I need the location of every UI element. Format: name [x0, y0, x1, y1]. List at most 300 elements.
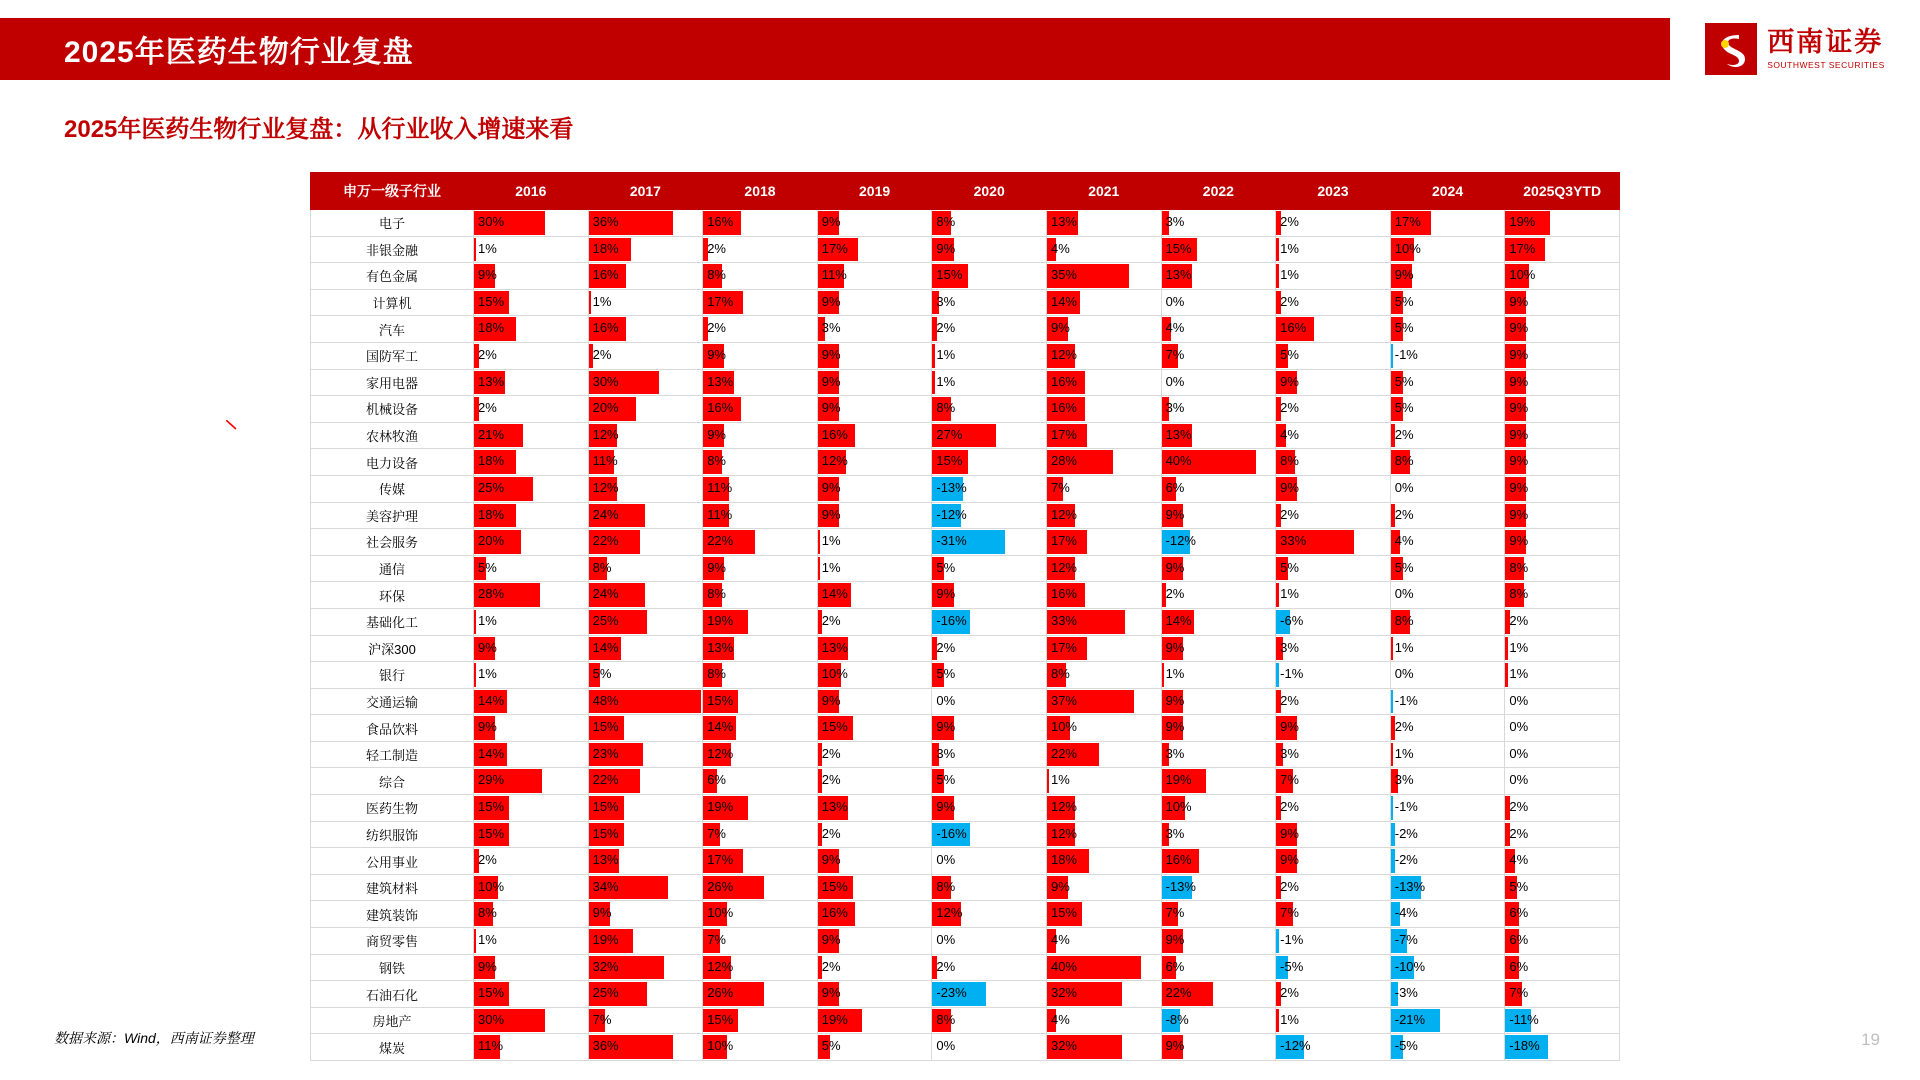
value-label: 0%	[1394, 586, 1414, 602]
value-label: 2%	[1280, 400, 1299, 416]
value-label: 15%	[478, 293, 505, 309]
data-cell	[817, 369, 932, 396]
value-label: -21%	[1394, 1011, 1426, 1027]
data-cell	[1276, 608, 1391, 635]
value-bar	[1391, 743, 1393, 767]
data-cell	[703, 529, 818, 556]
value-label: 15%	[707, 1011, 734, 1027]
data-cell	[1390, 396, 1505, 423]
data-cell	[1276, 635, 1391, 662]
value-label: 0%	[1394, 666, 1414, 682]
value-label: 3%	[1165, 825, 1185, 841]
value-label: 1%	[1509, 666, 1529, 682]
data-cell	[1505, 555, 1620, 582]
value-label: 13%	[592, 852, 619, 868]
data-cell	[1161, 741, 1276, 768]
data-cell	[1276, 396, 1391, 423]
source-note: 数据来源：Wind，西南证券整理	[54, 1030, 254, 1046]
table-row	[311, 369, 1620, 396]
value-label: -1%	[1280, 932, 1304, 948]
value-label: -13%	[1165, 878, 1196, 894]
row-label: 非银金融	[311, 236, 474, 263]
value-label: 12%	[592, 479, 619, 495]
logo-text-en: SOUTHWEST SECURITIES	[1767, 59, 1885, 70]
data-cell	[1161, 582, 1276, 609]
value-label: 9%	[821, 692, 841, 708]
data-cell	[1505, 848, 1620, 875]
data-cell	[1046, 289, 1161, 316]
value-label: 16%	[1050, 373, 1077, 389]
value-label: 9%	[707, 559, 726, 575]
table-row	[311, 821, 1620, 848]
data-cell	[703, 1034, 818, 1061]
data-cell	[932, 369, 1047, 396]
data-cell	[1276, 848, 1391, 875]
data-cell	[588, 874, 703, 901]
data-cell	[817, 954, 932, 981]
data-cell	[932, 529, 1047, 556]
value-label: 26%	[707, 878, 734, 894]
value-label: 14%	[592, 639, 619, 655]
data-cell	[932, 688, 1047, 715]
column-header-3: 2018	[703, 173, 818, 210]
value-label: 1%	[1050, 772, 1070, 788]
value-label: 9%	[1050, 878, 1070, 894]
data-cell	[1390, 901, 1505, 928]
value-label: 17%	[1394, 214, 1421, 229]
data-cell	[1161, 529, 1276, 556]
data-cell	[1390, 928, 1505, 955]
value-label: 13%	[821, 799, 848, 815]
value-label: 18%	[478, 506, 505, 522]
table-row	[311, 236, 1620, 263]
value-label: 0%	[936, 1038, 956, 1054]
row-label: 国防军工	[311, 342, 474, 369]
value-bar	[1276, 264, 1278, 288]
value-label: 9%	[1280, 373, 1299, 389]
data-cell	[474, 449, 589, 476]
value-label: 9%	[821, 479, 841, 495]
data-cell	[703, 928, 818, 955]
table-row	[311, 741, 1620, 768]
row-label: 电力设备	[311, 449, 474, 476]
data-cell	[474, 396, 589, 423]
value-label: -5%	[1280, 958, 1304, 974]
value-label: 2%	[936, 320, 956, 336]
value-label: 34%	[592, 878, 619, 894]
value-label: 25%	[478, 479, 505, 495]
table-row	[311, 928, 1620, 955]
company-logo	[1670, 0, 1920, 98]
data-cell	[817, 821, 932, 848]
data-cell	[474, 635, 589, 662]
value-label: 5%	[1394, 400, 1414, 416]
data-cell	[474, 289, 589, 316]
value-label: 1%	[1394, 745, 1414, 761]
page-number: 19	[1861, 1030, 1880, 1049]
data-cell	[1390, 422, 1505, 449]
data-cell	[817, 635, 932, 662]
data-cell	[1046, 555, 1161, 582]
value-label: 36%	[592, 214, 619, 229]
row-label: 商贸零售	[311, 928, 474, 955]
value-label: 9%	[936, 799, 956, 815]
data-cell	[1390, 981, 1505, 1008]
data-cell	[588, 342, 703, 369]
value-bar	[1276, 238, 1278, 262]
value-label: 2%	[1280, 214, 1299, 229]
value-label: 16%	[592, 320, 619, 336]
value-label: 9%	[1509, 479, 1529, 495]
data-cell	[1276, 422, 1391, 449]
value-label: 1%	[1280, 1011, 1299, 1027]
value-label: 13%	[1165, 267, 1192, 283]
value-label: 17%	[821, 240, 848, 256]
data-cell	[1046, 954, 1161, 981]
data-cell	[1276, 555, 1391, 582]
value-label: -1%	[1280, 666, 1304, 682]
value-label: 3%	[1280, 639, 1299, 655]
value-label: 10%	[821, 666, 848, 682]
row-label: 房地产	[311, 1007, 474, 1034]
value-label: 16%	[592, 267, 619, 283]
data-cell	[588, 848, 703, 875]
data-cell	[588, 768, 703, 795]
value-bar	[1391, 344, 1393, 368]
data-cell	[817, 263, 932, 290]
data-cell	[703, 715, 818, 742]
data-cell	[474, 954, 589, 981]
value-label: 6%	[1165, 479, 1185, 495]
value-label: 9%	[821, 506, 841, 522]
value-label: 1%	[478, 240, 497, 256]
data-cell	[1046, 316, 1161, 343]
value-label: -13%	[936, 479, 967, 495]
value-label: 0%	[1509, 772, 1529, 788]
value-label: 2%	[821, 825, 841, 841]
data-cell	[932, 1007, 1047, 1034]
value-bar	[474, 610, 476, 634]
value-label: 28%	[1050, 453, 1077, 469]
data-cell	[703, 449, 818, 476]
data-cell	[474, 210, 589, 237]
data-cell	[588, 1034, 703, 1061]
data-cell	[1276, 475, 1391, 502]
data-cell	[1161, 874, 1276, 901]
value-label: 1%	[592, 293, 612, 309]
data-cell	[1161, 396, 1276, 423]
data-cell	[1276, 821, 1391, 848]
data-cell	[703, 901, 818, 928]
value-label: 12%	[707, 958, 734, 974]
value-label: 6%	[1509, 932, 1529, 948]
value-label: -7%	[1394, 932, 1418, 948]
value-label: 16%	[707, 214, 734, 229]
data-cell	[1390, 608, 1505, 635]
data-cell	[1046, 821, 1161, 848]
value-label: 12%	[707, 745, 734, 761]
data-cell	[1161, 715, 1276, 742]
data-cell	[588, 901, 703, 928]
data-cell	[932, 981, 1047, 1008]
value-label: 9%	[1280, 825, 1299, 841]
value-label: 0%	[1509, 745, 1529, 761]
data-cell	[1390, 555, 1505, 582]
value-label: 9%	[936, 240, 956, 256]
data-cell	[932, 874, 1047, 901]
data-cell	[1046, 1007, 1161, 1034]
data-cell	[474, 662, 589, 689]
value-label: 5%	[592, 666, 612, 682]
data-cell	[1390, 475, 1505, 502]
value-label: 2%	[707, 320, 726, 336]
value-label: 3%	[1165, 745, 1185, 761]
value-label: 17%	[1050, 639, 1077, 655]
value-label: 9%	[1280, 852, 1299, 868]
row-label: 计算机	[311, 289, 474, 316]
value-label: 17%	[1050, 426, 1077, 442]
data-cell	[1046, 236, 1161, 263]
data-cell	[1390, 874, 1505, 901]
value-label: 9%	[821, 346, 841, 362]
data-cell	[1161, 1007, 1276, 1034]
value-label: 7%	[1165, 346, 1185, 362]
data-cell	[474, 263, 589, 290]
data-cell	[1505, 608, 1620, 635]
data-cell	[1276, 582, 1391, 609]
value-label: 9%	[1165, 639, 1185, 655]
data-cell	[588, 582, 703, 609]
data-cell	[1505, 715, 1620, 742]
data-cell	[474, 741, 589, 768]
value-label: 9%	[478, 639, 497, 655]
value-label: 2%	[1394, 719, 1414, 735]
value-label: 7%	[1280, 905, 1299, 921]
table-row	[311, 475, 1620, 502]
value-label: 14%	[821, 586, 848, 602]
row-label: 环保	[311, 582, 474, 609]
value-label: -1%	[1394, 692, 1418, 708]
data-cell	[703, 316, 818, 343]
column-header-6: 2021	[1046, 173, 1161, 210]
value-label: -10%	[1394, 958, 1426, 974]
value-label: 7%	[1165, 905, 1185, 921]
value-label: 1%	[1280, 267, 1299, 283]
value-label: 35%	[1050, 267, 1077, 283]
value-label: 1%	[821, 533, 841, 549]
table-row	[311, 316, 1620, 343]
data-cell	[1390, 369, 1505, 396]
data-cell	[1046, 369, 1161, 396]
value-label: 1%	[936, 346, 956, 362]
data-cell	[474, 369, 589, 396]
value-label: 15%	[592, 825, 619, 841]
value-label: 9%	[1280, 719, 1299, 735]
data-cell	[703, 369, 818, 396]
value-label: 12%	[1050, 346, 1077, 362]
table-row	[311, 582, 1620, 609]
value-label: 3%	[821, 320, 841, 336]
page-title: 2025年医药生物行业复盘	[64, 36, 414, 69]
data-cell	[703, 662, 818, 689]
table-row	[311, 715, 1620, 742]
data-cell	[1276, 342, 1391, 369]
data-cell	[588, 502, 703, 529]
data-cell	[1161, 795, 1276, 822]
row-label: 电子	[311, 210, 474, 237]
data-cell	[1505, 874, 1620, 901]
value-label: 9%	[821, 293, 841, 309]
value-label: 5%	[1280, 346, 1299, 362]
table-row	[311, 901, 1620, 928]
data-cell	[1046, 210, 1161, 237]
value-label: 32%	[592, 958, 619, 974]
data-cell	[1505, 1034, 1620, 1061]
value-label: 18%	[478, 320, 505, 336]
value-bar	[1276, 663, 1278, 687]
value-label: -3%	[1394, 985, 1418, 1001]
data-cell	[703, 422, 818, 449]
value-label: 4%	[1050, 932, 1070, 948]
value-label: 1%	[1280, 586, 1299, 602]
value-label: 26%	[707, 985, 734, 1001]
data-cell	[1276, 954, 1391, 981]
data-cell	[932, 848, 1047, 875]
column-header-2: 2017	[588, 173, 703, 210]
value-bar	[474, 238, 476, 262]
data-cell	[1046, 502, 1161, 529]
value-label: 8%	[936, 1011, 956, 1027]
value-label: 14%	[478, 745, 505, 761]
data-cell	[1505, 582, 1620, 609]
table-row	[311, 502, 1620, 529]
value-label: 11%	[478, 1038, 504, 1054]
value-label: 17%	[707, 293, 734, 309]
value-label: 6%	[1509, 905, 1529, 921]
data-cell	[1161, 475, 1276, 502]
data-cell	[474, 981, 589, 1008]
data-cell	[1390, 342, 1505, 369]
value-label: -12%	[936, 506, 967, 522]
value-label: 22%	[707, 533, 734, 549]
value-label: 40%	[1165, 453, 1192, 469]
data-cell	[1161, 289, 1276, 316]
data-cell	[1276, 981, 1391, 1008]
value-bar	[1391, 690, 1393, 714]
value-label: 0%	[936, 852, 956, 868]
value-label: 2%	[821, 745, 841, 761]
data-cell	[474, 316, 589, 343]
data-cell	[588, 422, 703, 449]
value-label: 19%	[821, 1011, 848, 1027]
value-label: 9%	[1509, 533, 1529, 549]
table-row	[311, 981, 1620, 1008]
value-label: 37%	[1050, 692, 1077, 708]
value-label: 10%	[1165, 799, 1192, 815]
data-cell	[474, 582, 589, 609]
data-cell	[932, 263, 1047, 290]
value-label: 0%	[1165, 293, 1185, 309]
value-label: 7%	[592, 1011, 612, 1027]
value-label: 16%	[821, 426, 848, 442]
data-cell	[932, 768, 1047, 795]
value-label: 2%	[1509, 825, 1529, 841]
value-label: 16%	[1280, 320, 1307, 336]
value-label: 32%	[1050, 985, 1077, 1001]
value-label: 5%	[936, 559, 956, 575]
data-cell	[817, 289, 932, 316]
value-label: 12%	[1050, 506, 1077, 522]
data-cell	[817, 1007, 932, 1034]
data-cell	[1161, 928, 1276, 955]
data-cell	[1046, 263, 1161, 290]
data-cell	[1505, 529, 1620, 556]
data-cell	[932, 741, 1047, 768]
data-cell	[1390, 768, 1505, 795]
value-label: 15%	[478, 985, 505, 1001]
data-cell	[932, 289, 1047, 316]
value-label: 9%	[821, 373, 841, 389]
data-cell	[1390, 210, 1505, 237]
data-cell	[932, 715, 1047, 742]
row-label: 轻工制造	[311, 741, 474, 768]
data-cell	[1161, 555, 1276, 582]
data-cell	[588, 928, 703, 955]
data-cell	[1390, 848, 1505, 875]
value-label: 22%	[1050, 745, 1077, 761]
data-cell	[1505, 396, 1620, 423]
value-label: 9%	[936, 586, 956, 602]
value-label: 8%	[592, 559, 612, 575]
value-label: 1%	[478, 666, 497, 682]
data-cell	[1046, 688, 1161, 715]
data-cell	[1161, 635, 1276, 662]
data-cell	[1161, 848, 1276, 875]
table-row	[311, 954, 1620, 981]
data-cell	[1276, 449, 1391, 476]
data-cell	[703, 608, 818, 635]
value-label: 6%	[707, 772, 726, 788]
value-label: 19%	[1509, 214, 1536, 229]
value-label: 9%	[592, 905, 612, 921]
table-row	[311, 688, 1620, 715]
value-label: 13%	[821, 639, 848, 655]
data-cell	[703, 848, 818, 875]
data-cell	[1046, 901, 1161, 928]
data-cell	[1505, 263, 1620, 290]
data-cell	[817, 662, 932, 689]
table-row	[311, 422, 1620, 449]
row-label: 美容护理	[311, 502, 474, 529]
data-cell	[1161, 688, 1276, 715]
data-cell	[588, 210, 703, 237]
data-cell	[474, 502, 589, 529]
value-label: 13%	[1050, 214, 1077, 229]
value-label: 2%	[707, 240, 726, 256]
data-cell	[1390, 289, 1505, 316]
data-cell	[1161, 821, 1276, 848]
data-cell	[932, 422, 1047, 449]
value-label: 7%	[707, 932, 726, 948]
value-label: 12%	[936, 905, 963, 921]
section-subtitle: 2025年医药生物行业复盘：从行业收入增速来看	[64, 116, 574, 143]
value-label: 8%	[936, 400, 956, 416]
data-cell	[817, 768, 932, 795]
value-label: 25%	[592, 985, 619, 1001]
value-label: -2%	[1394, 825, 1418, 841]
value-label: 17%	[1050, 533, 1077, 549]
value-label: 18%	[592, 240, 619, 256]
